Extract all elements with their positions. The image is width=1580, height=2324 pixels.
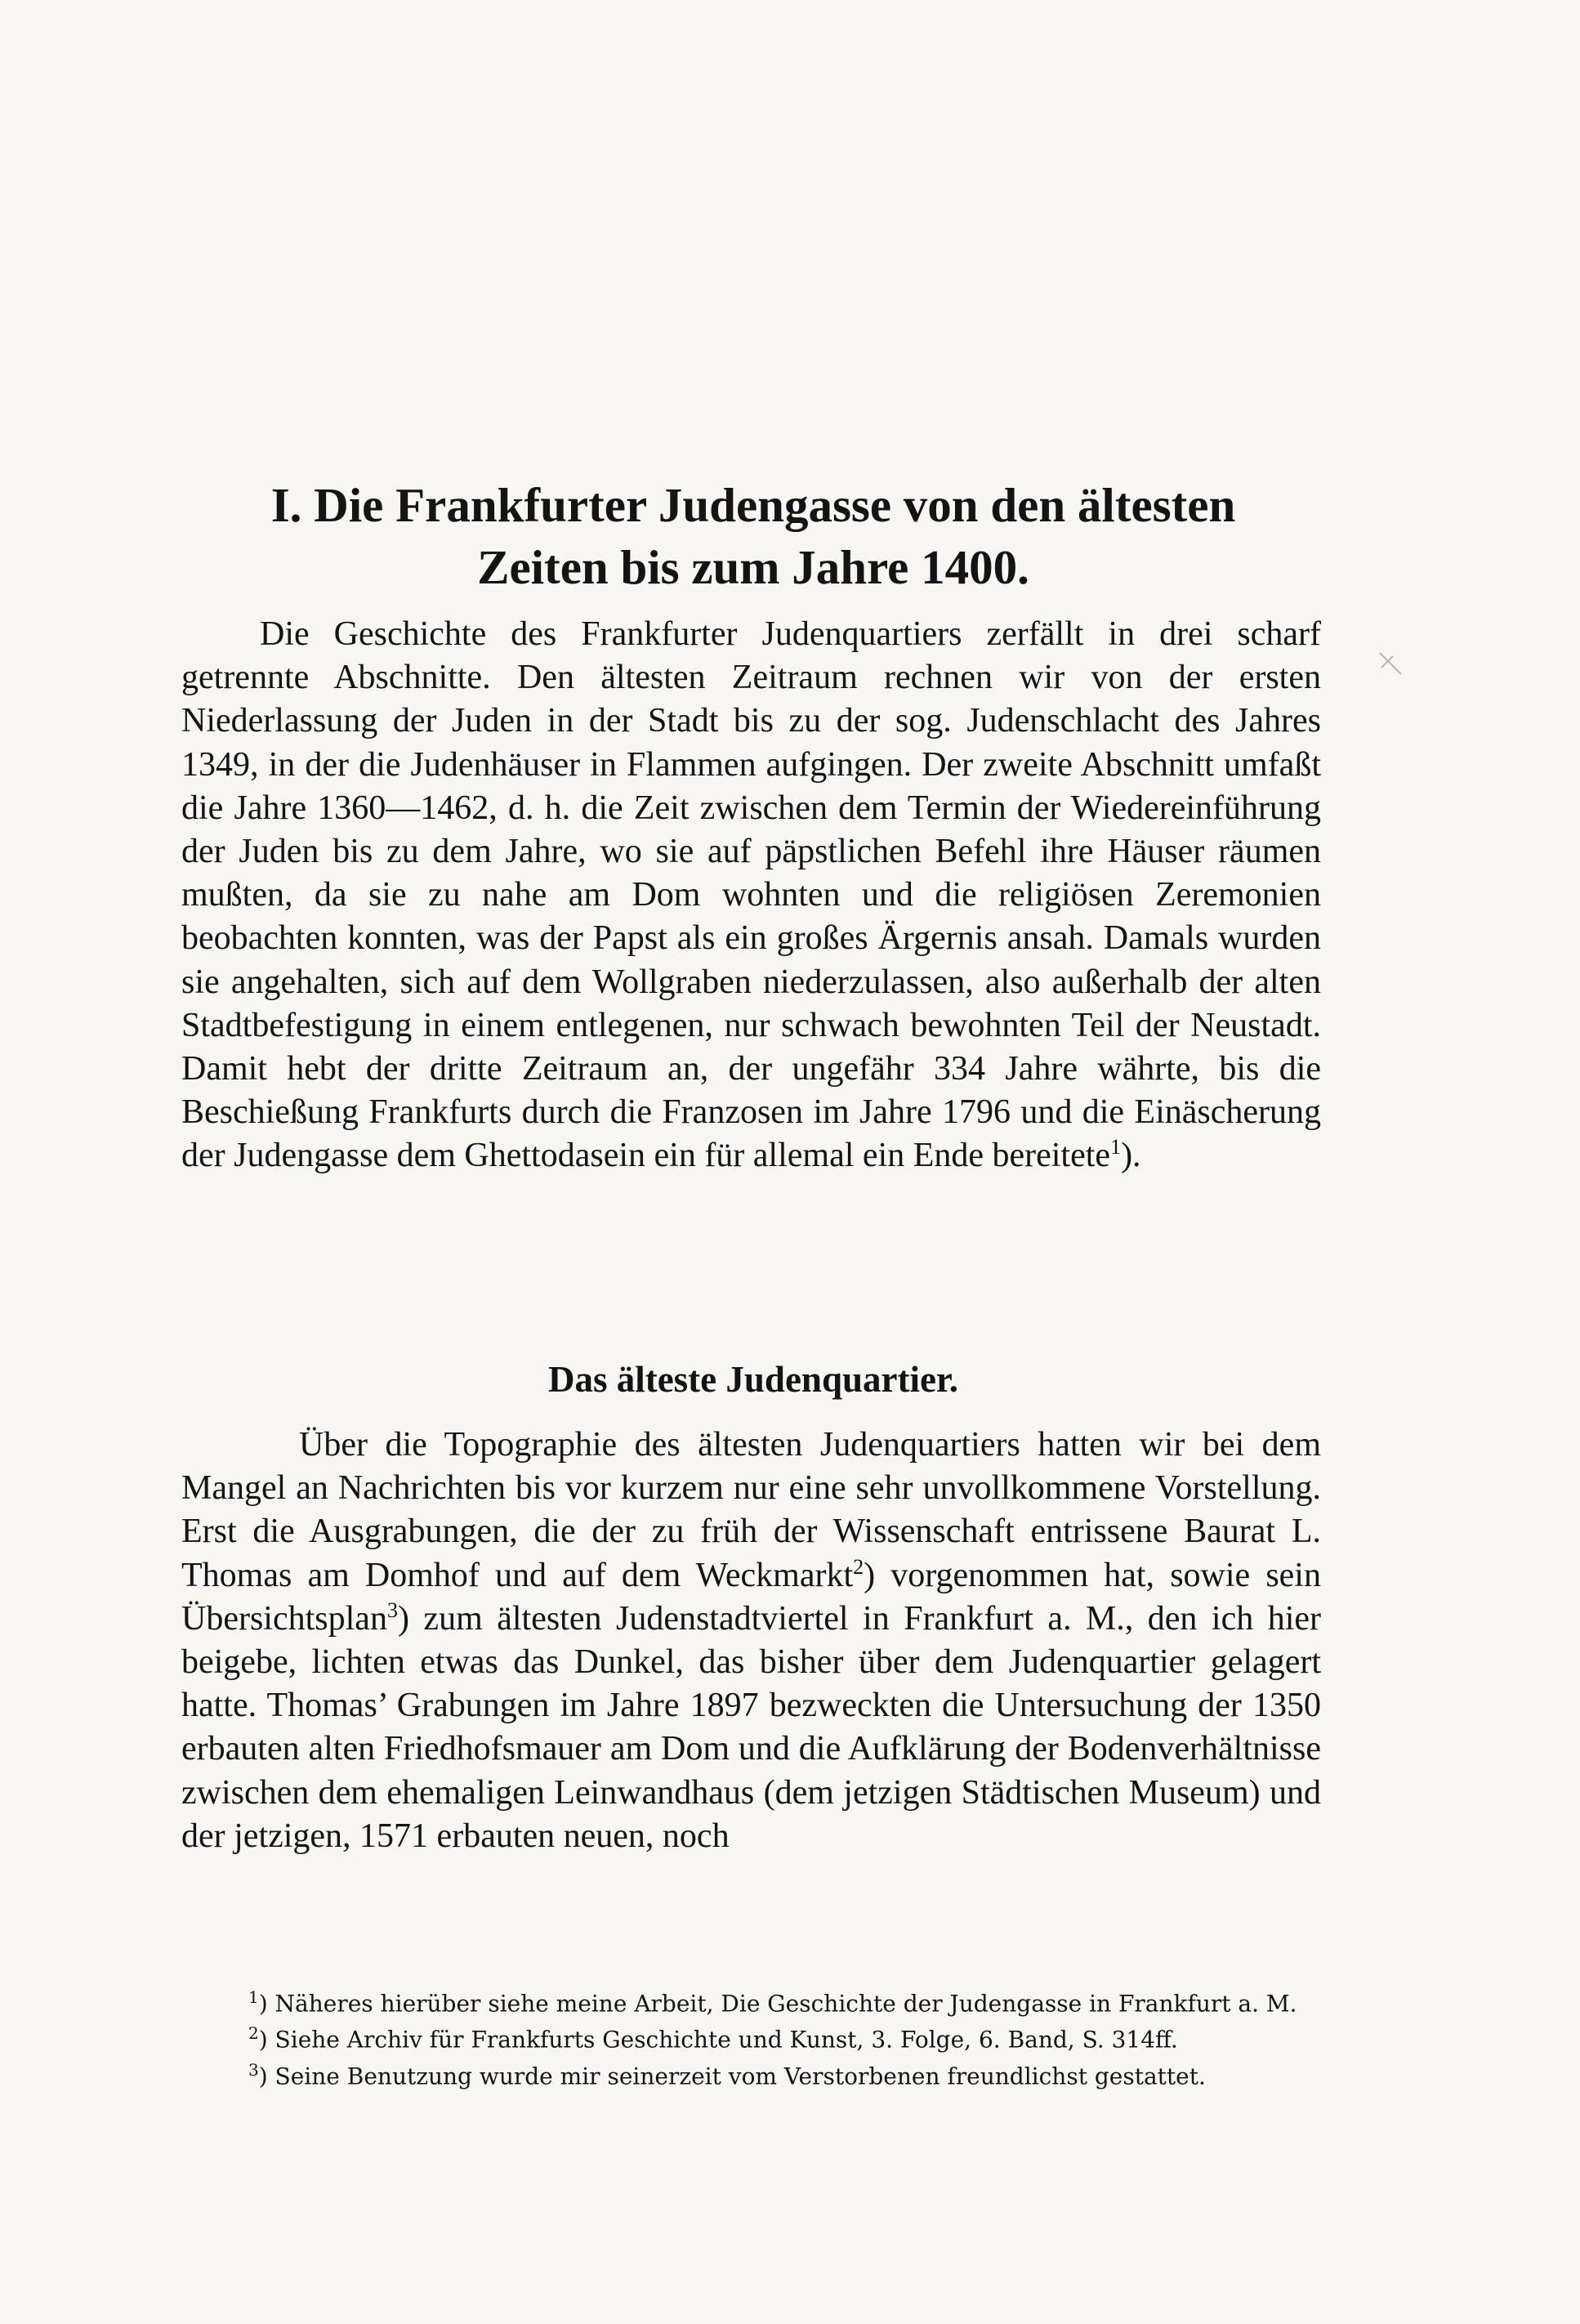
paragraph-topography-text-c: ) zum ältesten Judenstadtviertel in Frankfurt a. M., den ich hier beigebe, lichten etwas das Dunkel, das bisher über dem Judenquartier gelagert hatte. Thomas’ Grabungen im Jahre 1897 bezweckten die Untersuchung der 1350 erbauten alten Friedhofsmauer am Dom und die Aufklärung der Bodenverhältnisse zwischen dem ehemaligen Leinwandhaus (dem jetzigen Städtischen Museum) und der jetzigen, 1571 erbauten neuen, noch <box>181 1599 1321 1855</box>
footnote-3 <box>181 2055 1321 2091</box>
paragraph-topography-text-a: Über die Topographie des ältesten Judenquartiers hatten wir bei dem Mangel an Nachrichten bis vor kurzem nur eine sehr unvollkommene Vorstellung. Erst die Ausgrabungen, die der zu früh der Wissenschaft entrissene Baurat L. Thomas am Domhof und auf dem Weckmarkt <box>181 1426 1321 1594</box>
footnote-2-text: ) Siehe Archiv für Frankfurts Geschichte und Kunst, 3. Folge, 6. Band, S. 314ff. <box>258 2026 1178 2054</box>
paragraph-intro-text: Die Geschichte des Frankfurter Judenquartiers zerfällt in drei scharf getrennte Abschnitte. Den ältesten Zeitraum rechnen wir von der ersten Niederlassung der Juden in der Stadt bis zu der sog. Judenschlacht des Jahres 1349, in der die Judenhäuser in Flammen aufgingen. Der zweite Abschnitt umfaßt die Jahre 1360—1462, d. h. die Zeit zwischen dem Termin der Wiedereinführung der Juden bis zu dem Jahre, wo sie auf päpstlichen Befehl ihre Häuser räumen mußten, da sie zu nahe am Dom wohnten und die religiösen Zeremonien beobachten konnten, was der Papst als ein großes Ärgernis ansah. Damals wurden sie angehalten, sich auf dem Wollgraben niederzulassen, also außerhalb der alten Stadtbefestigung in einem entlegenen, nur schwach bewohnten Teil der Neustadt. Damit hebt der dritte Zeitraum an, der ungefähr 334 Jahre währte, bis die Beschießung Frankfurts durch die Franzosen im Jahre 1796 und die Einäscherung der Judengasse dem Ghettodasein ein für allemal ein Ende bereitete <box>181 615 1321 1175</box>
footnote-1-mark: 1 <box>248 1987 259 2007</box>
chapter-title-line-2: Zeiten bis zum Jahre 1400. <box>477 540 1029 594</box>
footnote-ref-2: 2 <box>853 1554 864 1579</box>
paragraph-intro <box>181 613 1321 1178</box>
footnote-3-text: ) Seine Benutzung wurde mir seinerzeit vom Verstorbenen freundlichst gestattet. <box>258 2062 1206 2089</box>
footnote-1-text: ) Näheres hierüber siehe meine Arbeit, Die Geschichte der Judengasse in Frankfurt a. M. <box>258 1990 1297 2018</box>
footnote-1 <box>181 1982 1321 2018</box>
footnote-2-mark: 2 <box>248 2023 259 2044</box>
paragraph-intro-end: ). <box>1121 1137 1141 1175</box>
footnote-2 <box>181 2018 1321 2054</box>
footnote-3-mark: 3 <box>248 2059 259 2080</box>
chapter-title <box>181 474 1325 598</box>
pencil-mark-icon <box>1377 650 1404 677</box>
paragraph-topography <box>181 1423 1321 1858</box>
chapter-title-line-1: I. Die Frankfurter Judengasse von den ältesten <box>270 478 1236 532</box>
paragraph-topography-text-b: ) vorgenommen hat, sowie sein Übersichtsplan <box>181 1556 1321 1638</box>
footnote-ref-3: 3 <box>386 1598 398 1622</box>
footnote-ref-1: 1 <box>1110 1135 1122 1160</box>
section-heading: Das älteste Judenquartier. <box>547 1359 959 1400</box>
footnotes <box>181 1982 1321 2091</box>
